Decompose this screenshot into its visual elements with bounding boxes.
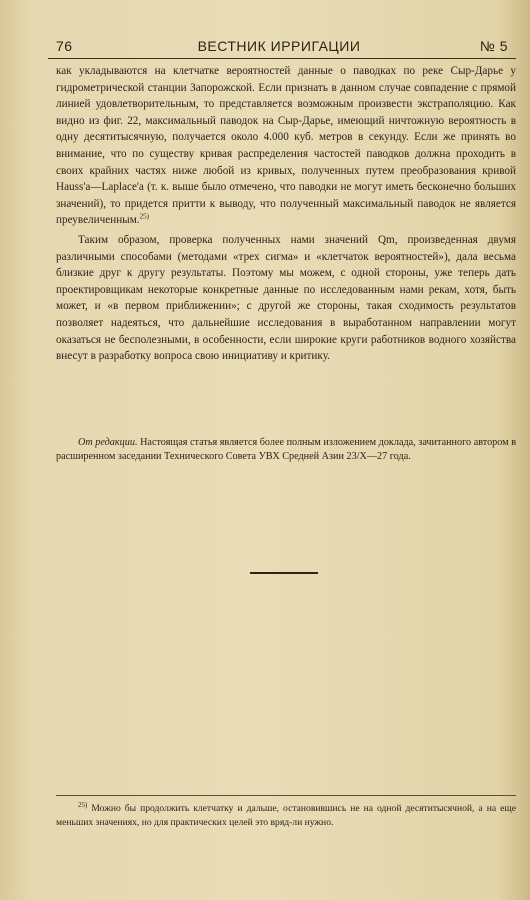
running-header [50, 36, 508, 58]
journal-title: ВЕСТНИК ИРРИГАЦИИ [197, 38, 361, 54]
section-divider [250, 572, 318, 574]
footnote-ref: 25) [139, 212, 149, 221]
footnote-rule [56, 795, 516, 796]
editor-note-lead: От редакции. [78, 437, 138, 448]
main-text [56, 63, 516, 365]
editor-note-paragraph [56, 436, 516, 464]
footnote [56, 802, 516, 830]
header-rule [48, 58, 516, 59]
editor-note [56, 436, 516, 464]
footnote-text: Можно бы продолжить клетчатку и дальше, остановившись не на одной десятитысячной, а на еще меньших значениях, но для практических целей это вряд-ли нужно. [56, 803, 516, 829]
footnote-paragraph [56, 802, 516, 830]
paragraph-1 [56, 63, 516, 229]
footnote-marker: 25) [78, 800, 88, 809]
editor-note-text: Настоящая статья является более полным изложением доклада, зачитанного автором в расширенном заседании Технического Совета УВХ Средней Азии 23/X—27 года. [56, 437, 517, 463]
page-number: 76 [56, 38, 73, 54]
paragraph-2: Таким образом, проверка полученных нами значений Qm, произведенная двумя различными способами (методами «трех сигма» и «клетчаток вероятностей»), дала весьма близкие друг к другу результаты. Поэтому мы можем, с одной стороны, уже теперь дать проектировщикам некоторые конкретные данные по исследованным нами рекам, хотя, быть может, и «в первом приближении»; с другой же стороны, такая сходимость результатов позволяет надеяться, что дальнейшие исследования в выработанном направлении могут оказаться не бесполезными, в особенности, если широкие круги работников водного хозяйства внесут в разработку вопроса свою инициативу и критику. [56, 233, 516, 363]
issue-number: № 5 [479, 38, 508, 54]
paragraph-1-text: как укладываются на клетчатке вероятностей данные о паводках по реке Сыр-Дарье у гидрометрической станции Запорожской. Если признать в данном случае совпадение с прямой линией удовлетворительным, то представляется возможным произвести экстраполяцию. Как видно из фиг. 22, максимальный паводок на Сыр-Дарье, имеющий ничтожную вероятность в одну десятитысячную, получается около 4.000 куб. метров в секунду. Если же принять во внимание, что по существу кривая распределения частостей паводков должна проходить в своих крайних частях ниже любой из кривых, полученных путем преобразования кривой Hauss'a—Laplace'a (т. к. выше было отмечено, что паводки не могут иметь бесконечно больших значений), то придется притти к выводу, что полученный максимальный паводок не является преувеличенным. [56, 65, 516, 227]
